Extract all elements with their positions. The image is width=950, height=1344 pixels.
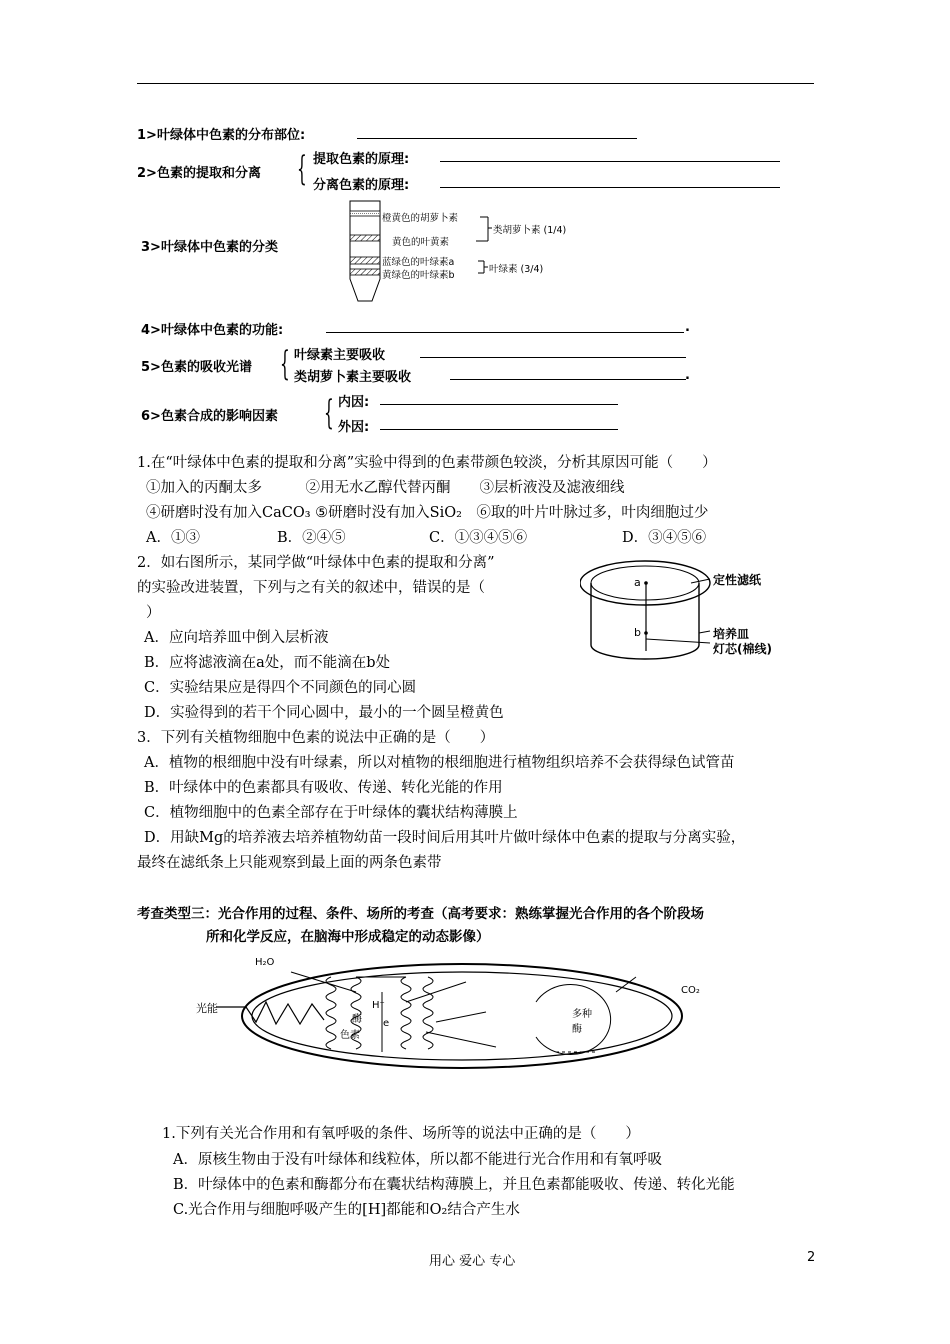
blank-line[interactable] — [357, 138, 637, 139]
section3-title-line2: 所和化学反应，在脑海中形成稳定的动态影像） — [206, 929, 490, 945]
q3-stem: 3．下列有关植物细胞中色素的说法中正确的是（ ） — [137, 730, 495, 746]
pigment-label-carotene: 橙黄色的胡萝卜素 — [382, 213, 459, 224]
brace: { — [297, 149, 307, 189]
summary-item-2b: 分离色素的原理: — [313, 178, 410, 193]
petri-dish-figure — [580, 553, 810, 673]
q2-stem-line2: 的实验改进装置，下列与之有关的叙述中，错误的是（ — [137, 580, 485, 596]
q4-option-b[interactable]: B．叶绿体中的色素和酶都分布在囊状结构薄膜上，并且色素都能吸收、传递、转化光能 — [173, 1177, 735, 1193]
summary-item-4: 4>叶绿体中色素的功能: — [141, 323, 284, 338]
blank-line[interactable] — [420, 357, 686, 358]
q1-choice-a[interactable]: A．①③ — [146, 530, 200, 546]
fig-label-light: 光能 — [196, 1002, 218, 1015]
summary-item-1: 1>叶绿体中色素的分布部位: — [137, 128, 306, 143]
blank-line[interactable] — [380, 429, 618, 430]
q4-stem: 1.下列有关光合作用和有氧呼吸的条件、场所等的说法中正确的是（ ） — [162, 1126, 640, 1142]
blank-line[interactable] — [440, 187, 780, 188]
q4-option-a[interactable]: A．原核生物由于没有叶绿体和线粒体，所以都不能进行光合作用和有氧呼吸 — [173, 1152, 662, 1168]
summary-item-2a: 提取色素的原理: — [313, 152, 410, 167]
fig-label-petri-dish: 培养皿 — [713, 627, 750, 641]
fig-label-b: b — [634, 626, 641, 639]
q2-stem-line1: 2．如右图所示，某同学做“叶绿体中色素的提取和分离” — [137, 555, 495, 571]
fig-label-e: e — [383, 1018, 390, 1029]
summary-item-2: 2>色素的提取和分离 — [137, 166, 261, 181]
period: . — [685, 320, 690, 335]
q1-options-line2: ④研磨时没有加入CaCO₃ ⑤研磨时没有加入SiO₂ ⑥取的叶片叶脉过多，叶肉细胞过少 — [146, 505, 709, 521]
section3-title-line1: 考查类型三：光合作用的过程、条件、场所的考查（高考要求：熟练掌握光合作用的各个阶段场 — [137, 906, 704, 922]
footer-center: 用心 爱心 专心 — [429, 1254, 516, 1269]
summary-item-5b: 类胡萝卜素主要吸收 — [294, 370, 412, 385]
period: . — [685, 368, 690, 383]
page-number: 2 — [807, 1250, 816, 1265]
fig-label-a: a — [634, 576, 641, 589]
q1-choice-c[interactable]: C．①③④⑤⑥ — [429, 530, 528, 546]
q1-choice-b[interactable]: B．②④⑤ — [277, 530, 346, 546]
summary-item-6a: 内因: — [338, 395, 370, 410]
fig-label-h2o: H₂O — [255, 957, 275, 968]
q2-option-c[interactable]: C．实验结果应是得四个不同颜色的同心圆 — [144, 680, 417, 696]
q3-option-c[interactable]: C．植物细胞中的色素全部存在于叶绿体的囊状结构薄膜上 — [144, 805, 518, 821]
pigment-label-chlorophyll-a: 蓝绿色的叶绿素a — [382, 257, 455, 268]
q4-option-c[interactable]: C.光合作用与细胞呼吸产生的[H]都能和O₂结合产生水 — [173, 1202, 520, 1218]
blank-line[interactable] — [326, 332, 684, 333]
fig-label-filter-paper: 定性滤纸 — [713, 573, 762, 587]
summary-item-5: 5>色素的吸收光谱 — [141, 360, 252, 375]
fig-label-wick: 灯芯(棉线) — [713, 642, 772, 656]
q3-option-b[interactable]: B．叶绿体中的色素都具有吸收、传递、转化光能的作用 — [144, 780, 503, 796]
q3-option-d-cont: 最终在滤纸条上只能观察到最上面的两条色素带 — [137, 855, 442, 871]
brace: { — [324, 393, 334, 433]
summary-item-6b: 外因: — [338, 420, 370, 435]
q1-choice-d[interactable]: D．③④⑤⑥ — [622, 530, 707, 546]
chlorophyll-group-label: 叶绿素 (3/4) — [489, 264, 544, 275]
q2-stem-line3: ） — [146, 605, 161, 621]
q2-option-b[interactable]: B．应将滤液滴在a处，而不能滴在b处 — [144, 655, 391, 671]
fig-label-enzyme: 酶 — [352, 1014, 362, 1025]
blank-line[interactable] — [440, 161, 780, 162]
summary-item-3: 3>叶绿体中色素的分类 — [141, 240, 278, 255]
fig-label-hplus: H⁺ — [372, 1000, 385, 1011]
blank-line[interactable] — [380, 404, 618, 405]
pigment-label-xanthophyll: 黄色的叶黄素 — [392, 237, 450, 248]
summary-item-6: 6>色素合成的影响因素 — [141, 409, 278, 424]
carotenoid-group-label: 类胡萝卜素 (1/4) — [493, 225, 567, 236]
brace: { — [280, 344, 290, 384]
q2-option-a[interactable]: A．应向培养皿中倒入层析液 — [144, 630, 329, 646]
chloroplast-figure — [196, 952, 696, 1070]
q1-options-line1: ①加入的丙酮太多 ②用无水乙醇代替丙酮 ③层析液没及滤液细线 — [146, 480, 625, 496]
q3-option-a[interactable]: A．植物的根细胞中没有叶绿素，所以对植物的根细胞进行植物组织培养不会获得绿色试管苗 — [144, 755, 735, 771]
fig-label-multi-enzyme: 多种酶 — [572, 1009, 592, 1035]
summary-item-5a: 叶绿素主要吸收 — [294, 348, 386, 363]
pigment-label-chlorophyll-b: 黄绿色的叶绿素b — [382, 270, 455, 281]
header-rule — [137, 83, 814, 84]
q2-option-d[interactable]: D．实验得到的若干个同心圆中，最小的一个圆呈橙黄色 — [144, 705, 504, 721]
q1-stem: 1.在“叶绿体中色素的提取和分离”实验中得到的色素带颜色较淡，分析其原因可能（ ） — [137, 455, 717, 471]
q3-option-d[interactable]: D．用缺Mg的培养液去培养植物幼苗一段时间后用其叶片做叶绿体中色素的提取与分离实验， — [144, 830, 746, 846]
fig-label-co2: CO₂ — [681, 985, 700, 996]
fig-label-pigment: 色素 — [340, 1030, 360, 1041]
blank-line[interactable] — [450, 379, 686, 380]
